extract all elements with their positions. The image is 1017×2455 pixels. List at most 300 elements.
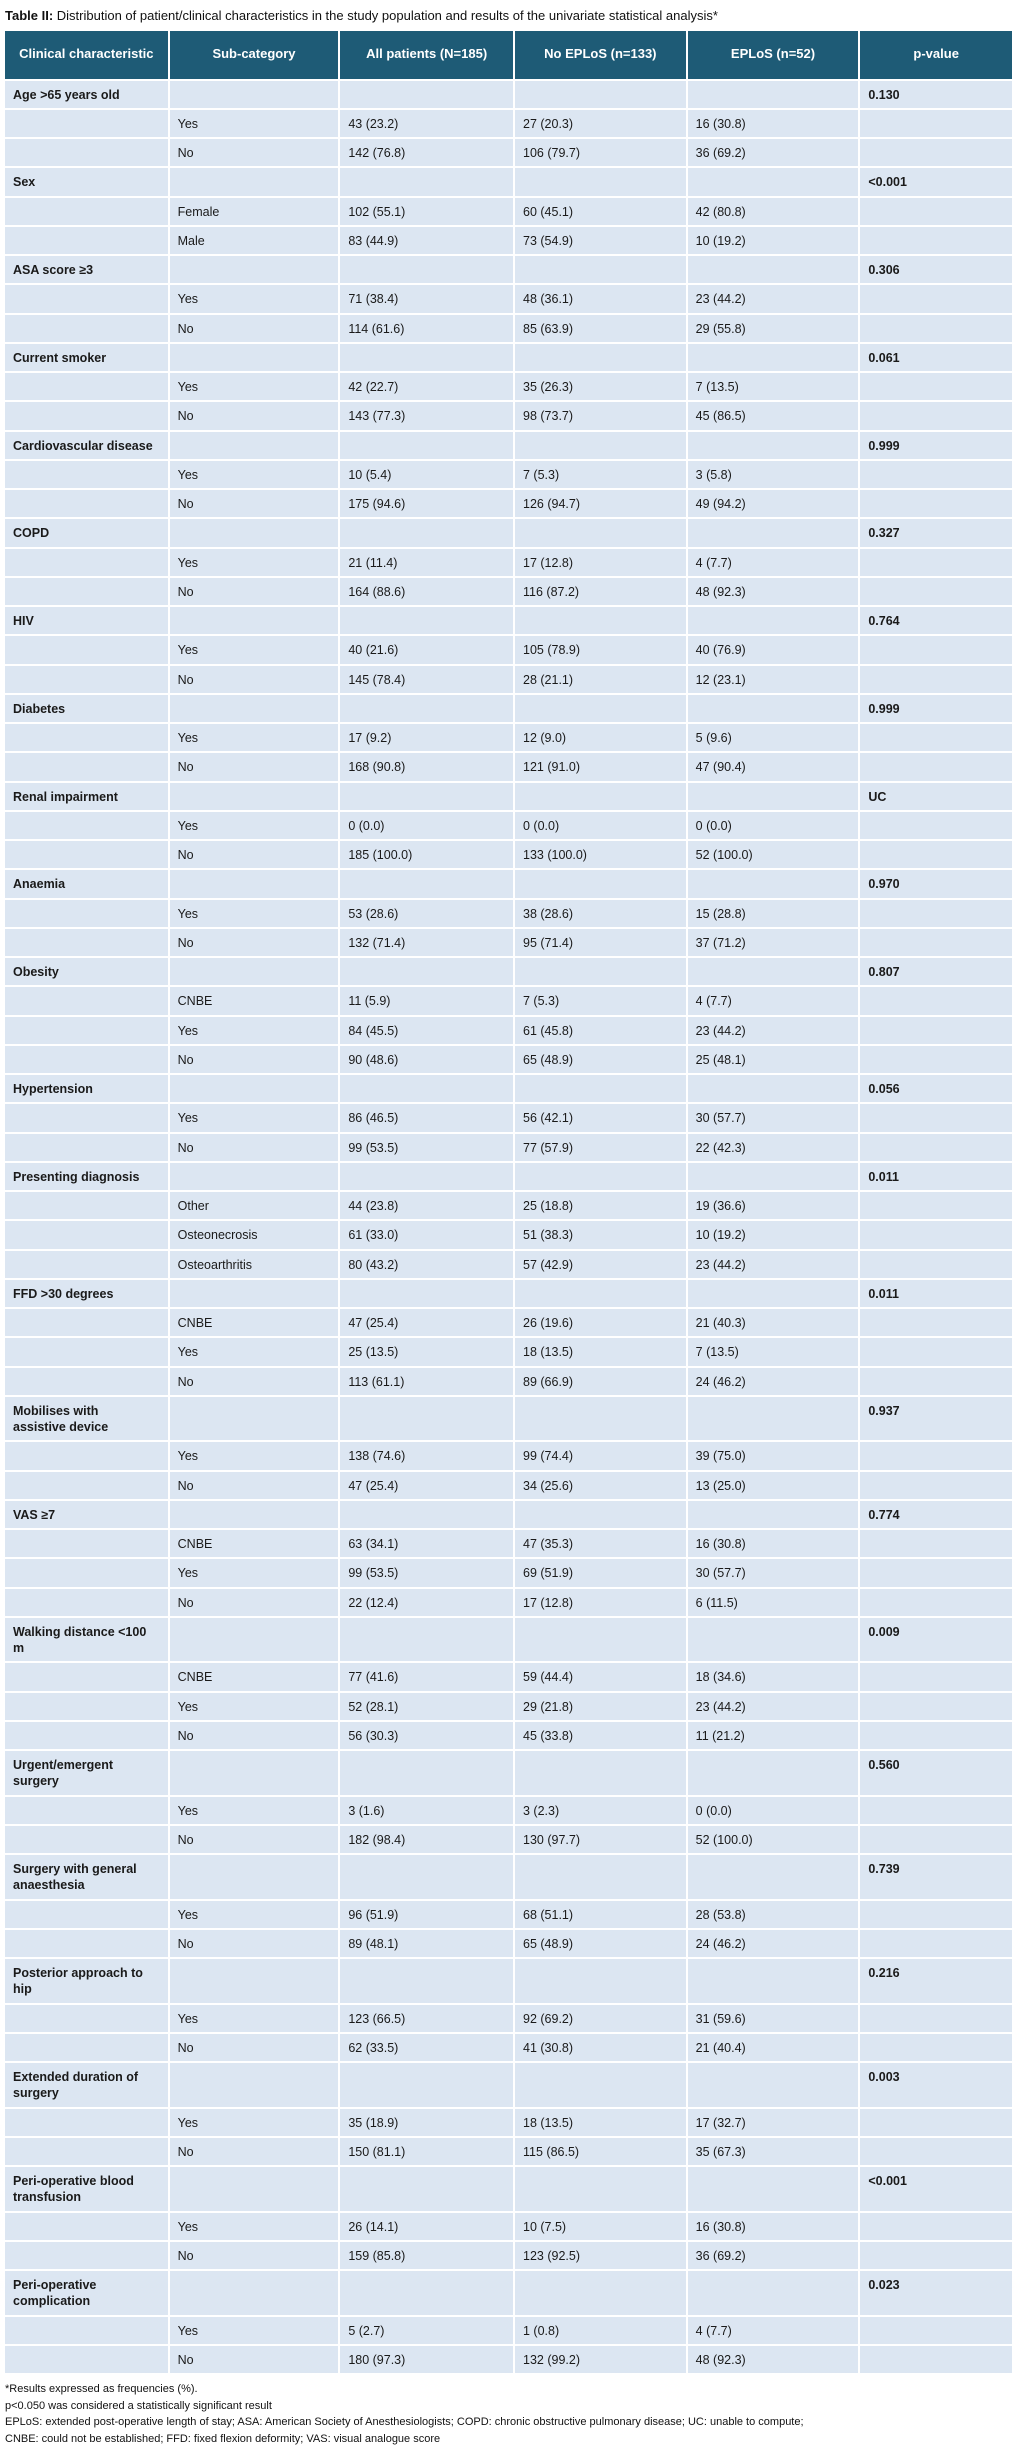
p-value-cell (860, 198, 1012, 225)
subcategory-row (5, 1722, 1012, 1749)
p-value-cell (860, 724, 1012, 751)
all-patients-cell (340, 168, 513, 195)
eplos-cell: 30 (57.7) (688, 1104, 859, 1131)
p-value-cell (860, 1589, 1012, 1616)
p-value-cell (860, 1368, 1012, 1395)
subcategory-row (5, 1589, 1012, 1616)
no-eplos-cell: 38 (28.6) (515, 900, 686, 927)
p-value-cell (860, 549, 1012, 576)
characteristic-row (5, 1075, 1012, 1102)
table-body (5, 81, 1012, 2374)
characteristic-row (5, 1280, 1012, 1307)
p-value-cell: <0.001 (860, 2167, 1012, 2211)
no-eplos-cell: 29 (21.8) (515, 1693, 686, 1720)
all-patients-cell (340, 1501, 513, 1528)
p-value-cell (860, 987, 1012, 1014)
characteristic-row (5, 958, 1012, 985)
characteristic-cell (5, 1472, 168, 1499)
characteristic-cell (5, 812, 168, 839)
characteristic-cell (5, 1589, 168, 1616)
eplos-cell: 17 (32.7) (688, 2109, 859, 2136)
no-eplos-cell (515, 1163, 686, 1190)
p-value-cell (860, 110, 1012, 137)
all-patients-cell: 40 (21.6) (340, 636, 513, 663)
no-eplos-cell: 77 (57.9) (515, 1134, 686, 1161)
characteristic-cell: Walking distance <100 m (5, 1618, 168, 1662)
subcategory-cell (170, 256, 339, 283)
characteristic-row (5, 783, 1012, 810)
p-value-cell: 0.009 (860, 1618, 1012, 1662)
no-eplos-cell: 95 (71.4) (515, 929, 686, 956)
no-eplos-cell: 115 (86.5) (515, 2138, 686, 2165)
eplos-cell: 40 (76.9) (688, 636, 859, 663)
no-eplos-cell: 7 (5.3) (515, 987, 686, 1014)
all-patients-cell: 21 (11.4) (340, 549, 513, 576)
eplos-cell: 31 (59.6) (688, 2005, 859, 2032)
no-eplos-cell (515, 168, 686, 195)
p-value-cell (860, 1104, 1012, 1131)
characteristic-cell (5, 285, 168, 312)
subcategory-row (5, 578, 1012, 605)
eplos-cell: 11 (21.2) (688, 1722, 859, 1749)
characteristic-row (5, 607, 1012, 634)
characteristic-cell (5, 227, 168, 254)
subcategory-cell: Yes (170, 812, 339, 839)
characteristic-cell (5, 1046, 168, 1073)
all-patients-cell: 47 (25.4) (340, 1472, 513, 1499)
characteristic-cell: Hypertension (5, 1075, 168, 1102)
characteristics-table (3, 29, 1014, 2376)
all-patients-cell (340, 2167, 513, 2211)
no-eplos-cell: 34 (25.6) (515, 1472, 686, 1499)
p-value-cell: 0.774 (860, 1501, 1012, 1528)
all-patients-cell (340, 1959, 513, 2003)
p-value-cell (860, 373, 1012, 400)
no-eplos-cell: 56 (42.1) (515, 1104, 686, 1131)
no-eplos-cell: 89 (66.9) (515, 1368, 686, 1395)
subcategory-cell: Yes (170, 549, 339, 576)
no-eplos-cell: 1 (0.8) (515, 2317, 686, 2344)
subcategory-row (5, 987, 1012, 1014)
all-patients-cell (340, 870, 513, 897)
all-patients-cell: 96 (51.9) (340, 1901, 513, 1928)
characteristic-cell: Age >65 years old (5, 81, 168, 108)
characteristic-row (5, 1959, 1012, 2003)
characteristic-cell (5, 1338, 168, 1365)
subcategory-row (5, 1134, 1012, 1161)
all-patients-cell: 99 (53.5) (340, 1559, 513, 1586)
all-patients-cell (340, 1280, 513, 1307)
all-patients-cell: 164 (88.6) (340, 578, 513, 605)
p-value-cell: 0.739 (860, 1855, 1012, 1899)
subcategory-row (5, 1693, 1012, 1720)
eplos-cell: 37 (71.2) (688, 929, 859, 956)
subcategory-cell: No (170, 1826, 339, 1853)
no-eplos-cell: 35 (26.3) (515, 373, 686, 400)
characteristic-cell (5, 2034, 168, 2061)
all-patients-cell: 175 (94.6) (340, 490, 513, 517)
all-patients-cell: 132 (71.4) (340, 929, 513, 956)
subcategory-row (5, 2242, 1012, 2269)
subcategory-row (5, 1663, 1012, 1690)
subcategory-row (5, 198, 1012, 225)
subcategory-cell: No (170, 2138, 339, 2165)
characteristic-cell: Extended duration of surgery (5, 2063, 168, 2107)
subcategory-row (5, 1797, 1012, 1824)
all-patients-cell: 80 (43.2) (340, 1251, 513, 1278)
characteristic-cell: Urgent/emergent surgery (5, 1751, 168, 1795)
no-eplos-cell: 57 (42.9) (515, 1251, 686, 1278)
subcategory-cell (170, 2271, 339, 2315)
subcategory-row (5, 841, 1012, 868)
p-value-cell (860, 1663, 1012, 1690)
no-eplos-cell: 18 (13.5) (515, 1338, 686, 1365)
all-patients-cell (340, 1163, 513, 1190)
no-eplos-cell: 17 (12.8) (515, 549, 686, 576)
characteristic-cell: Sex (5, 168, 168, 195)
eplos-cell: 16 (30.8) (688, 110, 859, 137)
characteristic-row (5, 256, 1012, 283)
p-value-cell: 0.327 (860, 519, 1012, 546)
subcategory-cell: CNBE (170, 1309, 339, 1336)
subcategory-row (5, 1251, 1012, 1278)
all-patients-cell: 142 (76.8) (340, 139, 513, 166)
all-patients-cell: 44 (23.8) (340, 1192, 513, 1219)
eplos-cell: 48 (92.3) (688, 2346, 859, 2373)
characteristic-cell (5, 636, 168, 663)
no-eplos-cell (515, 519, 686, 546)
eplos-cell: 4 (7.7) (688, 549, 859, 576)
footnote-line: *Results expressed as frequencies (%). (5, 2383, 198, 2396)
characteristic-row (5, 1163, 1012, 1190)
no-eplos-cell: 133 (100.0) (515, 841, 686, 868)
no-eplos-cell: 106 (79.7) (515, 139, 686, 166)
p-value-cell: 0.560 (860, 1751, 1012, 1795)
eplos-cell: 21 (40.3) (688, 1309, 859, 1336)
subcategory-cell: No (170, 2346, 339, 2373)
eplos-cell: 21 (40.4) (688, 2034, 859, 2061)
eplos-cell: 29 (55.8) (688, 315, 859, 342)
subcategory-cell (170, 1501, 339, 1528)
eplos-cell (688, 958, 859, 985)
no-eplos-cell: 12 (9.0) (515, 724, 686, 751)
no-eplos-cell (515, 958, 686, 985)
no-eplos-cell: 59 (44.4) (515, 1663, 686, 1690)
p-value-cell (860, 461, 1012, 488)
p-value-cell: 0.011 (860, 1280, 1012, 1307)
subcategory-cell: Yes (170, 724, 339, 751)
eplos-cell: 24 (46.2) (688, 1368, 859, 1395)
eplos-cell (688, 1751, 859, 1795)
characteristic-cell: Renal impairment (5, 783, 168, 810)
subcategory-cell (170, 2063, 339, 2107)
subcategory-cell: No (170, 753, 339, 780)
col-header-clinical-characteristic: Clinical characteristic (5, 31, 168, 79)
subcategory-cell: CNBE (170, 987, 339, 1014)
p-value-cell (860, 2242, 1012, 2269)
all-patients-cell: 17 (9.2) (340, 724, 513, 751)
subcategory-cell (170, 1751, 339, 1795)
p-value-cell (860, 1309, 1012, 1336)
subcategory-row (5, 2213, 1012, 2240)
subcategory-cell: Osteoarthritis (170, 1251, 339, 1278)
characteristic-cell (5, 139, 168, 166)
subcategory-cell: Yes (170, 1901, 339, 1928)
all-patients-cell (340, 1855, 513, 1899)
p-value-cell: UC (860, 783, 1012, 810)
characteristic-row (5, 870, 1012, 897)
characteristic-cell (5, 1104, 168, 1131)
all-patients-cell: 143 (77.3) (340, 402, 513, 429)
p-value-cell (860, 139, 1012, 166)
characteristic-cell: Current smoker (5, 344, 168, 371)
p-value-cell: 0.011 (860, 1163, 1012, 1190)
subcategory-cell (170, 1163, 339, 1190)
eplos-cell: 23 (44.2) (688, 1251, 859, 1278)
all-patients-cell: 52 (28.1) (340, 1693, 513, 1720)
no-eplos-cell: 28 (21.1) (515, 666, 686, 693)
eplos-cell: 10 (19.2) (688, 227, 859, 254)
eplos-cell: 7 (13.5) (688, 373, 859, 400)
subcategory-cell (170, 81, 339, 108)
no-eplos-cell (515, 1618, 686, 1662)
subcategory-row (5, 549, 1012, 576)
subcategory-row (5, 1221, 1012, 1248)
no-eplos-cell: 65 (48.9) (515, 1930, 686, 1957)
all-patients-cell: 35 (18.9) (340, 2109, 513, 2136)
subcategory-row (5, 1017, 1012, 1044)
subcategory-cell: CNBE (170, 1663, 339, 1690)
subcategory-row (5, 1826, 1012, 1853)
footnotes (5, 2381, 1014, 2447)
characteristic-cell: HIV (5, 607, 168, 634)
characteristic-row (5, 344, 1012, 371)
eplos-cell (688, 870, 859, 897)
p-value-cell (860, 1693, 1012, 1720)
subcategory-row (5, 1559, 1012, 1586)
characteristic-cell (5, 1368, 168, 1395)
p-value-cell (860, 812, 1012, 839)
eplos-cell: 48 (92.3) (688, 578, 859, 605)
eplos-cell: 39 (75.0) (688, 1442, 859, 1469)
subcategory-cell: Osteonecrosis (170, 1221, 339, 1248)
col-header-all-patients: All patients (N=185) (340, 31, 513, 79)
characteristic-row (5, 1397, 1012, 1441)
characteristic-cell: COPD (5, 519, 168, 546)
characteristic-row (5, 2271, 1012, 2315)
all-patients-cell: 3 (1.6) (340, 1797, 513, 1824)
no-eplos-cell: 18 (13.5) (515, 2109, 686, 2136)
subcategory-cell: Yes (170, 900, 339, 927)
no-eplos-cell: 99 (74.4) (515, 1442, 686, 1469)
characteristic-cell (5, 2138, 168, 2165)
characteristic-row (5, 1751, 1012, 1795)
eplos-cell: 4 (7.7) (688, 987, 859, 1014)
eplos-cell (688, 81, 859, 108)
characteristic-row (5, 2063, 1012, 2107)
all-patients-cell (340, 1751, 513, 1795)
subcategory-row (5, 1472, 1012, 1499)
characteristic-cell (5, 841, 168, 868)
footnote-line: EPLoS: extended post-operative length of stay; ASA: American Society of Anesthesiologists; COPD: chronic obstructive pulmonary disease; UC: unable to compute; (5, 2416, 804, 2429)
characteristic-cell (5, 2317, 168, 2344)
all-patients-cell (340, 2063, 513, 2107)
no-eplos-cell: 121 (91.0) (515, 753, 686, 780)
subcategory-cell (170, 432, 339, 459)
subcategory-row (5, 227, 1012, 254)
subcategory-cell: Yes (170, 373, 339, 400)
no-eplos-cell: 105 (78.9) (515, 636, 686, 663)
subcategory-cell: No (170, 490, 339, 517)
no-eplos-cell: 26 (19.6) (515, 1309, 686, 1336)
eplos-cell: 47 (90.4) (688, 753, 859, 780)
all-patients-cell: 86 (46.5) (340, 1104, 513, 1131)
all-patients-cell: 47 (25.4) (340, 1309, 513, 1336)
eplos-cell: 49 (94.2) (688, 490, 859, 517)
eplos-cell (688, 1280, 859, 1307)
characteristic-cell (5, 666, 168, 693)
p-value-cell (860, 402, 1012, 429)
eplos-cell (688, 1501, 859, 1528)
characteristic-cell (5, 402, 168, 429)
p-value-cell: 0.061 (860, 344, 1012, 371)
eplos-cell (688, 607, 859, 634)
p-value-cell (860, 2034, 1012, 2061)
subcategory-row (5, 1530, 1012, 1557)
all-patients-cell: 138 (74.6) (340, 1442, 513, 1469)
p-value-cell (860, 315, 1012, 342)
subcategory-row (5, 753, 1012, 780)
characteristic-cell (5, 1134, 168, 1161)
all-patients-cell: 182 (98.4) (340, 1826, 513, 1853)
subcategory-row (5, 490, 1012, 517)
eplos-cell: 6 (11.5) (688, 1589, 859, 1616)
characteristic-cell (5, 2005, 168, 2032)
eplos-cell: 4 (7.7) (688, 2317, 859, 2344)
eplos-cell: 23 (44.2) (688, 1017, 859, 1044)
subcategory-cell (170, 783, 339, 810)
table-title-label: Table II: (5, 8, 54, 23)
characteristic-cell (5, 987, 168, 1014)
eplos-cell: 30 (57.7) (688, 1559, 859, 1586)
all-patients-cell (340, 81, 513, 108)
subcategory-row (5, 724, 1012, 751)
eplos-cell (688, 168, 859, 195)
characteristic-cell (5, 1797, 168, 1824)
eplos-cell: 3 (5.8) (688, 461, 859, 488)
subcategory-row (5, 2005, 1012, 2032)
header-row (5, 31, 1012, 79)
subcategory-cell: CNBE (170, 1530, 339, 1557)
eplos-cell: 23 (44.2) (688, 285, 859, 312)
all-patients-cell (340, 958, 513, 985)
all-patients-cell: 42 (22.7) (340, 373, 513, 400)
p-value-cell: 0.970 (860, 870, 1012, 897)
characteristic-cell: Obesity (5, 958, 168, 985)
no-eplos-cell (515, 81, 686, 108)
p-value-cell (860, 900, 1012, 927)
subcategory-row (5, 1192, 1012, 1219)
all-patients-cell (340, 432, 513, 459)
no-eplos-cell: 98 (73.7) (515, 402, 686, 429)
p-value-cell: 0.937 (860, 1397, 1012, 1441)
p-value-cell: 0.306 (860, 256, 1012, 283)
p-value-cell (860, 636, 1012, 663)
eplos-cell (688, 256, 859, 283)
all-patients-cell: 99 (53.5) (340, 1134, 513, 1161)
p-value-cell: 0.130 (860, 81, 1012, 108)
eplos-cell (688, 519, 859, 546)
characteristic-cell: Mobilises with assistive device (5, 1397, 168, 1441)
p-value-cell (860, 2005, 1012, 2032)
subcategory-row (5, 666, 1012, 693)
subcategory-row (5, 139, 1012, 166)
subcategory-cell (170, 958, 339, 985)
no-eplos-cell (515, 2063, 686, 2107)
subcategory-cell (170, 1075, 339, 1102)
characteristic-cell: Surgery with general anaesthesia (5, 1855, 168, 1899)
subcategory-cell (170, 1397, 339, 1441)
subcategory-row (5, 461, 1012, 488)
characteristic-row (5, 1501, 1012, 1528)
no-eplos-cell: 41 (30.8) (515, 2034, 686, 2061)
characteristic-cell (5, 1693, 168, 1720)
characteristic-cell: VAS ≥7 (5, 1501, 168, 1528)
all-patients-cell (340, 344, 513, 371)
p-value-cell (860, 666, 1012, 693)
p-value-cell (860, 2213, 1012, 2240)
all-patients-cell: 150 (81.1) (340, 2138, 513, 2165)
subcategory-cell: Yes (170, 461, 339, 488)
subcategory-cell: Male (170, 227, 339, 254)
all-patients-cell (340, 1075, 513, 1102)
p-value-cell: 0.003 (860, 2063, 1012, 2107)
eplos-cell: 52 (100.0) (688, 841, 859, 868)
eplos-cell: 18 (34.6) (688, 1663, 859, 1690)
eplos-cell: 28 (53.8) (688, 1901, 859, 1928)
all-patients-cell (340, 607, 513, 634)
no-eplos-cell: 126 (94.7) (515, 490, 686, 517)
no-eplos-cell: 47 (35.3) (515, 1530, 686, 1557)
subcategory-cell: Female (170, 198, 339, 225)
subcategory-row (5, 1442, 1012, 1469)
eplos-cell: 7 (13.5) (688, 1338, 859, 1365)
p-value-cell: 0.764 (860, 607, 1012, 634)
p-value-cell: <0.001 (860, 168, 1012, 195)
eplos-cell: 0 (0.0) (688, 812, 859, 839)
all-patients-cell: 56 (30.3) (340, 1722, 513, 1749)
no-eplos-cell (515, 1397, 686, 1441)
all-patients-cell: 90 (48.6) (340, 1046, 513, 1073)
subcategory-cell: Yes (170, 1559, 339, 1586)
p-value-cell: 0.999 (860, 432, 1012, 459)
eplos-cell (688, 2167, 859, 2211)
all-patients-cell: 63 (34.1) (340, 1530, 513, 1557)
p-value-cell (860, 285, 1012, 312)
subcategory-row (5, 315, 1012, 342)
all-patients-cell: 123 (66.5) (340, 2005, 513, 2032)
subcategory-cell: Yes (170, 1017, 339, 1044)
characteristic-cell (5, 1251, 168, 1278)
all-patients-cell (340, 1397, 513, 1441)
subcategory-cell: Yes (170, 636, 339, 663)
subcategory-row (5, 1901, 1012, 1928)
all-patients-cell: 53 (28.6) (340, 900, 513, 927)
characteristic-cell (5, 724, 168, 751)
subcategory-cell: No (170, 1930, 339, 1957)
all-patients-cell: 77 (41.6) (340, 1663, 513, 1690)
characteristic-cell: ASA score ≥3 (5, 256, 168, 283)
